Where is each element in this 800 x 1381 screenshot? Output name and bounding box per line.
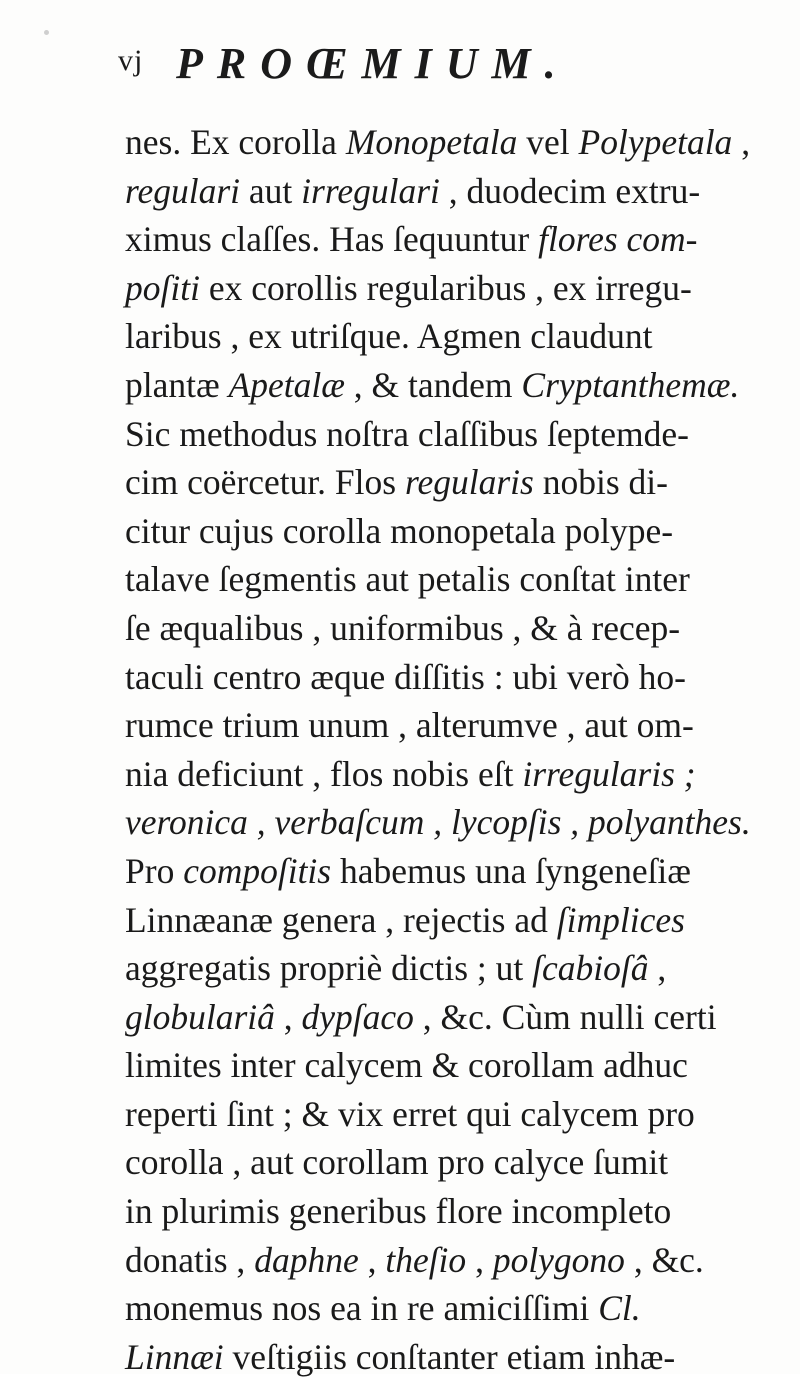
text-run: nobis di- bbox=[533, 462, 668, 503]
text-line bbox=[125, 1090, 765, 1139]
text-line bbox=[125, 798, 765, 847]
text-line bbox=[125, 215, 765, 264]
text-run: taculi centro æque diſſitis : ubi verò ho- bbox=[125, 656, 686, 697]
text-run: monemus nos ea in re amiciſſimi bbox=[125, 1288, 599, 1329]
italic-term: globulariâ bbox=[125, 996, 275, 1037]
italic-term: theſio bbox=[385, 1239, 467, 1280]
text-run: donatis , bbox=[125, 1239, 255, 1280]
text-run: limites inter calycem & corollam adhuc bbox=[125, 1045, 688, 1086]
text-line bbox=[125, 312, 765, 361]
text-run: ex corollis regularibus , ex irregu- bbox=[199, 267, 692, 308]
text-run: laribus , ex utriſque. Agmen claudunt bbox=[125, 316, 653, 357]
text-line bbox=[125, 750, 765, 799]
text-line bbox=[125, 993, 765, 1042]
italic-term: Monopetala bbox=[345, 122, 518, 162]
italic-term: flores com- bbox=[538, 219, 698, 260]
text-line bbox=[125, 847, 765, 896]
text-run: vel bbox=[517, 122, 579, 162]
paper-speck bbox=[44, 30, 49, 35]
text-run: nia deficiunt , flos nobis eſt bbox=[125, 753, 523, 794]
text-run: , & tandem bbox=[344, 364, 522, 405]
italic-term: compoſitis bbox=[183, 850, 332, 891]
text-line bbox=[125, 1187, 765, 1236]
text-line bbox=[125, 167, 765, 216]
text-run: , bbox=[466, 1239, 493, 1280]
text-run: plantæ bbox=[125, 364, 229, 405]
text-run: , bbox=[732, 122, 751, 162]
page-header bbox=[118, 38, 758, 98]
running-title: PROŒMIUM. bbox=[176, 39, 570, 88]
italic-term: ſcabioſâ bbox=[532, 948, 649, 989]
text-line bbox=[125, 264, 765, 313]
text-line bbox=[125, 944, 765, 993]
italic-term: irregulari bbox=[301, 170, 440, 211]
text-run: rumce trium unum , alterumve , aut om- bbox=[125, 705, 694, 746]
text-run: ximus claſſes. Has ſequuntur bbox=[125, 219, 539, 260]
italic-term: Cl. bbox=[598, 1288, 641, 1329]
italic-term: ſimplices bbox=[556, 899, 685, 940]
text-run: , bbox=[648, 948, 667, 989]
text-run: corolla , aut corollam pro calyce ſumit bbox=[125, 1142, 669, 1183]
text-run: reperti ſint ; & vix erret qui calycem pro bbox=[125, 1093, 695, 1134]
italic-term: regulari bbox=[125, 170, 241, 211]
text-run: aggregatis propriè dictis ; ut bbox=[125, 948, 533, 989]
text-line bbox=[125, 1236, 765, 1285]
italic-term: veronica , verbaſcum , lycopſis , polyanthes. bbox=[125, 802, 751, 843]
page-number: vj bbox=[118, 44, 144, 77]
text-run: , bbox=[274, 996, 302, 1037]
italic-term: polygono bbox=[492, 1239, 625, 1280]
text-run: veſtigiis conſtanter etiam inhæ- bbox=[223, 1336, 676, 1377]
text-run: Sic methodus noſtra claſſibus ſeptemde- bbox=[125, 413, 689, 454]
italic-term: Cryptanthemæ. bbox=[521, 364, 740, 405]
italic-term: daphne bbox=[254, 1239, 359, 1280]
text-line bbox=[125, 1041, 765, 1090]
text-line bbox=[125, 1284, 765, 1333]
body-text bbox=[125, 118, 765, 1381]
text-line bbox=[125, 701, 765, 750]
text-run: , duodecim extru- bbox=[439, 170, 701, 211]
text-run: talave ſegmentis aut petalis conſtat inter bbox=[125, 559, 690, 600]
text-run: , &c. bbox=[624, 1239, 704, 1280]
text-run: , &c. Cùm nulli certi bbox=[413, 996, 717, 1037]
text-run: Pro bbox=[125, 850, 184, 891]
text-run: citur cujus corolla monopetala polype- bbox=[125, 510, 674, 551]
text-run: nes. Ex corolla bbox=[125, 122, 346, 162]
text-line bbox=[125, 653, 765, 702]
italic-term: Apetalæ bbox=[228, 364, 345, 405]
text-run: cim coërcetur. Flos bbox=[125, 462, 405, 503]
text-run: habemus una ſyngeneſiæ bbox=[331, 850, 691, 891]
italic-term: dypſaco bbox=[301, 996, 414, 1037]
text-line bbox=[125, 507, 765, 556]
italic-term: regularis bbox=[404, 462, 534, 503]
text-line bbox=[125, 1138, 765, 1187]
text-line bbox=[125, 896, 765, 945]
text-run: ſe æqualibus , uniformibus , & à recep- bbox=[125, 607, 681, 648]
text-line bbox=[125, 458, 765, 507]
text-line bbox=[125, 604, 765, 653]
text-line bbox=[125, 118, 765, 167]
text-run: in plurimis generibus flore incompleto bbox=[125, 1191, 672, 1232]
text-run: , bbox=[358, 1239, 386, 1280]
text-run: aut bbox=[240, 170, 302, 211]
text-line bbox=[125, 410, 765, 459]
text-line bbox=[125, 361, 765, 410]
italic-term: irregularis ; bbox=[522, 753, 696, 794]
italic-term: Linnæi bbox=[125, 1336, 224, 1377]
italic-term: poſiti bbox=[125, 267, 200, 308]
text-run: Linnæanæ genera , rejectis ad bbox=[125, 899, 557, 940]
italic-term: Polypetala bbox=[578, 122, 733, 162]
text-line bbox=[125, 555, 765, 604]
